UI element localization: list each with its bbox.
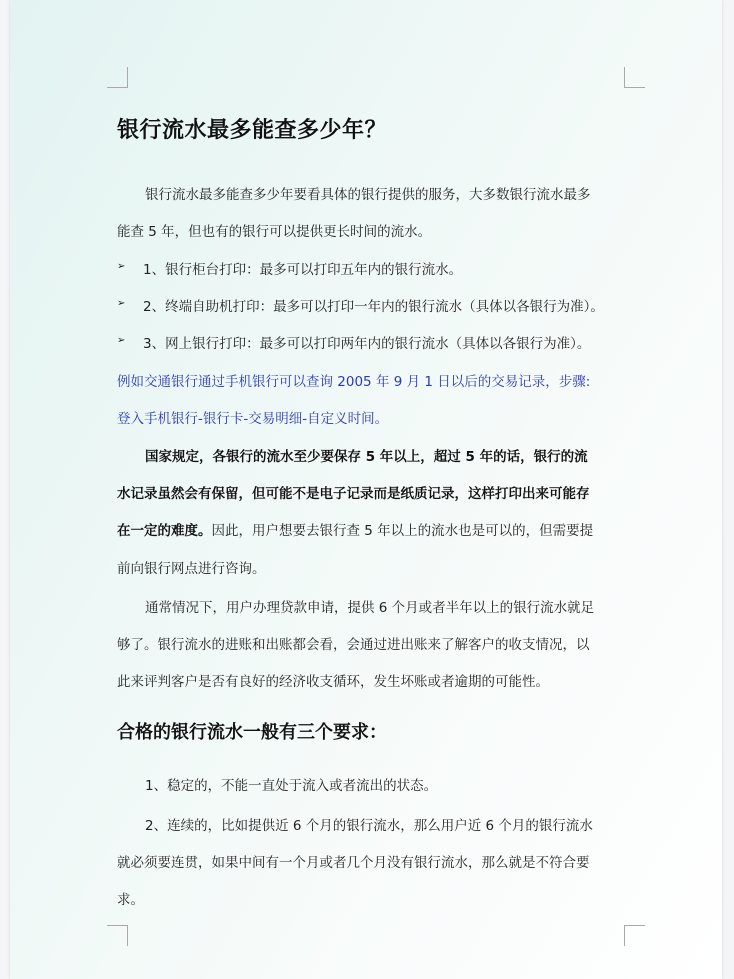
requirement-1: 1、稳定的，不能一直处于流入或者流出的状态。 bbox=[145, 778, 438, 794]
bullet-item-2: 2、终端自助机打印：最多可以打印一年内的银行流水（具体以各银行为准）。 bbox=[143, 299, 604, 315]
bullet-item-3: 3、网上银行打印：最多可以打印两年内的银行流水（具体以各银行为准）。 bbox=[143, 336, 591, 352]
requirement-2-line-2: 就必须要连贯，如果中间有一个月或者几个月没有银行流水，那么就是不符合要 bbox=[117, 855, 590, 871]
rule-line-4: 前向银行网点进行咨询。 bbox=[117, 561, 266, 577]
margin-corner-mark bbox=[624, 67, 645, 88]
margin-corner-mark bbox=[624, 925, 645, 946]
intro-line-1: 银行流水最多能查多少年要看具体的银行提供的服务，大多数银行流水最多 bbox=[145, 187, 591, 203]
requirement-2-line-3: 求。 bbox=[117, 892, 144, 908]
bullet-arrow-icon: ➢ bbox=[117, 335, 126, 346]
loan-line-3: 此来评判客户是否有良好的经济收支循环，发生坏账或者逾期的可能性。 bbox=[117, 674, 549, 690]
rule-line-3-bold: 在一定的难度。 bbox=[117, 523, 212, 539]
rule-line-1: 国家规定，各银行的流水至少要保存 5 年以上，超过 5 年的话，银行的流 bbox=[145, 449, 588, 465]
margin-corner-mark bbox=[107, 925, 128, 946]
bullet-item-1: 1、银行柜台打印：最多可以打印五年内的银行流水。 bbox=[143, 262, 463, 278]
intro-line-2: 能查 5 年，但也有的银行可以提供更长时间的流水。 bbox=[117, 224, 432, 240]
section-heading: 合格的银行流水一般有三个要求： bbox=[117, 722, 387, 743]
bullet-arrow-icon: ➢ bbox=[117, 298, 126, 309]
loan-line-1: 通常情况下，用户办理贷款申请，提供 6 个月或者半年以上的银行流水就足 bbox=[145, 600, 595, 616]
document-title: 银行流水最多能查多少年？ bbox=[117, 118, 388, 143]
margin-corner-mark bbox=[107, 67, 128, 88]
rule-line-2: 水记录虽然会有保留，但可能不是电子记录而是纸质记录，这样打印出来可能存 bbox=[117, 486, 590, 502]
loan-line-2: 够了。银行流水的进账和出账都会看，会通过进出账来了解客户的收支情况，以 bbox=[117, 637, 590, 653]
rule-line-3-rest: 因此，用户想要去银行查 5 年以上的流水也是可以的，但需要提 bbox=[211, 523, 594, 539]
example-line-2: 登入手机银行-银行卡-交易明细-自定义时间。 bbox=[117, 411, 389, 427]
requirement-2-line-1: 2、连续的，比如提供近 6 个月的银行流水，那么用户近 6 个月的银行流水 bbox=[145, 818, 593, 834]
bullet-arrow-icon: ➢ bbox=[117, 261, 126, 272]
rule-line-3 bbox=[117, 519, 593, 539]
example-line-1: 例如交通银行通过手机银行可以查询 2005 年 9 月 1 日以后的交易记录，步骤: bbox=[117, 374, 591, 390]
